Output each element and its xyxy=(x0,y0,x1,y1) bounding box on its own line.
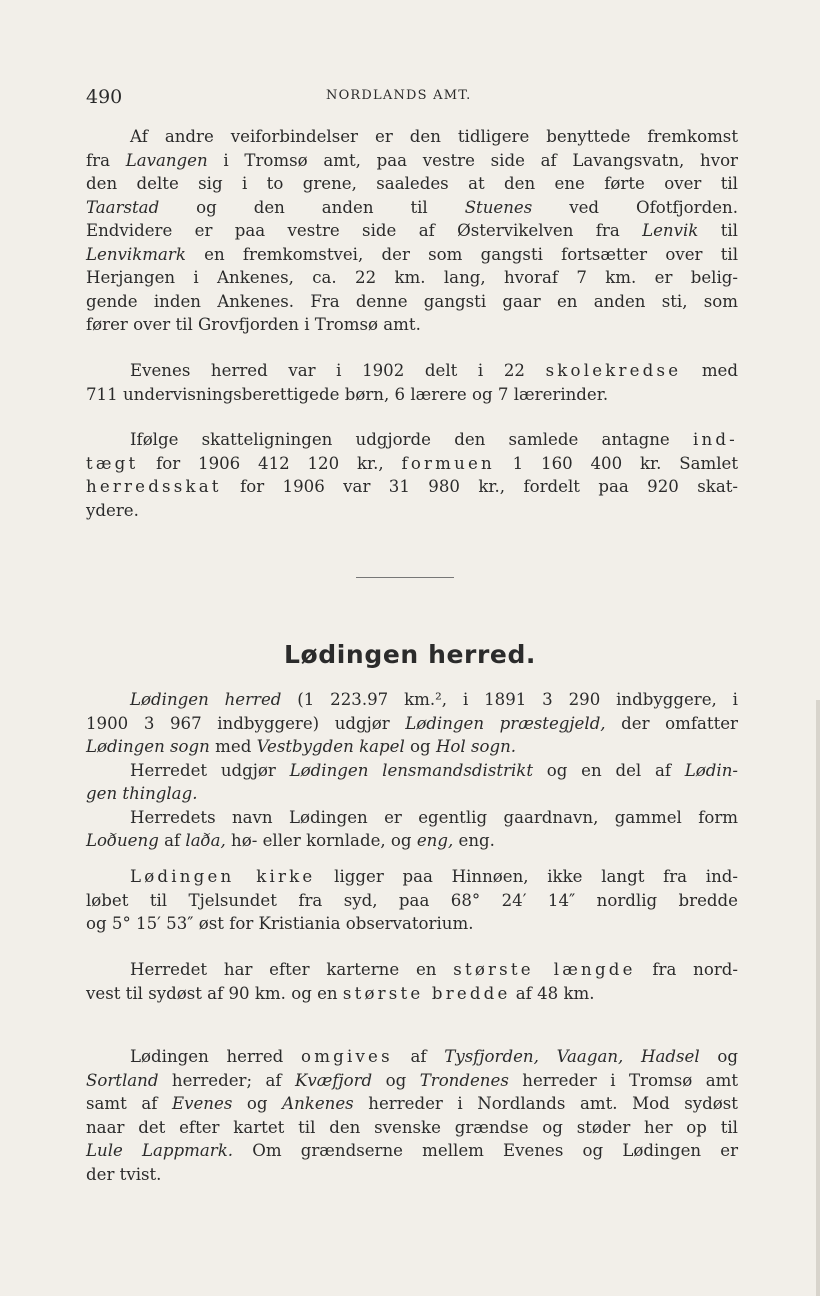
text-run: hø- eller kornlade, og xyxy=(225,831,417,850)
text-run: Herjangen i Ankenes, ca. 22 km. lang, hvoraf 7 km. er belig- xyxy=(86,268,738,287)
text-run: og den anden til xyxy=(159,197,465,217)
text-line xyxy=(86,889,738,913)
text-run: og en del af xyxy=(533,760,685,780)
text-run: 711 undervisningsberettigede børn, 6 lærere og 7 lærerinder. xyxy=(86,384,609,404)
text-line xyxy=(86,359,738,383)
text-line xyxy=(86,712,738,736)
spaced-term: ind- xyxy=(692,430,738,449)
italic-term: gen thinglag. xyxy=(86,784,198,803)
paragraph-other-roads xyxy=(86,125,738,337)
text-run: og xyxy=(232,1094,283,1113)
section-divider xyxy=(356,577,454,578)
text-line xyxy=(86,219,738,243)
spaced-term: tægt xyxy=(86,453,139,473)
running-head: NORDLANDS AMT. xyxy=(326,88,472,103)
text-line xyxy=(86,1139,738,1163)
text-run: herreder; af xyxy=(158,1070,295,1090)
text-run: Endvidere er paa vestre side af Østervikelven fra xyxy=(86,221,643,240)
italic-term: Kvæfjord xyxy=(294,1070,373,1090)
text-line xyxy=(86,383,738,407)
text-run: i Tromsø amt, paa vestre side af Lavangsvatn, hvor xyxy=(207,150,738,170)
text-run: gende inden Ankenes. Fra denne gangsti gaar en anden sti, som xyxy=(86,291,738,311)
text-run: fører over til Grovfjorden i Tromsø amt. xyxy=(86,315,421,334)
text-line xyxy=(86,912,738,936)
spaced-term: Lødingen kirke xyxy=(130,867,316,886)
text-line xyxy=(86,1069,738,1093)
text-run: fra nord- xyxy=(635,960,738,979)
text-run: naar det efter kartet til den svenske grændse og støder her op til xyxy=(86,1117,738,1137)
text-run: Herredets navn Lødingen er egentlig gaardnavn, gammel form xyxy=(130,807,738,827)
italic-term: laða, xyxy=(185,831,226,850)
text-line xyxy=(86,452,738,476)
text-line xyxy=(86,735,738,759)
text-line xyxy=(86,1092,738,1116)
text-line xyxy=(86,865,738,889)
text-run: Om grændserne mellem Evenes og Lødingen er xyxy=(233,1141,738,1160)
text-line xyxy=(86,1045,738,1069)
text-run: (1 223.97 km.², i 1891 3 290 indbyggere, i xyxy=(281,690,738,709)
text-line xyxy=(86,243,738,267)
page-header xyxy=(86,86,736,110)
text-run: Ifølge skatteligningen udgjorde den samlede antagne xyxy=(130,430,693,449)
text-run: og 5° 15′ 53″ øst for Kristiania observatorium. xyxy=(86,914,474,933)
text-run: løbet til Tjelsundet fra syd, paa 68° 24′ 14″ nordlig bredde xyxy=(86,890,738,910)
italic-term: Hol sogn. xyxy=(435,737,517,756)
italic-term: Lenvikmark xyxy=(86,244,186,264)
text-run: og xyxy=(404,737,436,756)
spaced-term: største længde xyxy=(453,960,636,979)
text-run: Herredet har efter karterne en xyxy=(130,960,454,979)
text-run: herreder i Tromsø amt xyxy=(508,1070,738,1090)
text-line xyxy=(86,1163,738,1187)
text-run: ved Ofotfjorden. xyxy=(532,197,738,217)
text-line xyxy=(86,958,738,982)
italic-term: Taarstad xyxy=(86,197,160,217)
text-run: der tvist. xyxy=(86,1164,162,1184)
text-line xyxy=(86,829,738,853)
text-run: ligger paa Hinnøen, ikke langt fra ind- xyxy=(315,867,739,886)
italic-term: Lødingen præstegjeld, xyxy=(405,713,606,733)
section-title: Lødingen herred. xyxy=(283,640,537,669)
text-line xyxy=(86,125,738,149)
text-run: 1 160 400 kr. Samlet xyxy=(494,453,738,473)
text-run: Evenes herred var i 1902 delt i 22 xyxy=(130,361,546,380)
italic-term: Loðueng xyxy=(86,831,159,850)
text-run: med xyxy=(209,737,257,756)
text-run: af xyxy=(158,831,186,850)
italic-term: eng, xyxy=(416,831,454,850)
text-run: af 48 km. xyxy=(510,983,595,1003)
text-line xyxy=(86,806,738,830)
italic-term: Ankenes xyxy=(282,1094,354,1113)
text-run: der omfatter xyxy=(605,713,738,733)
text-line xyxy=(86,428,738,452)
text-run: fra xyxy=(86,150,126,170)
text-run: og xyxy=(699,1047,738,1066)
paragraph-schools xyxy=(86,359,738,406)
text-line xyxy=(86,982,738,1006)
text-run: vest til sydøst af 90 km. og en xyxy=(86,983,343,1003)
text-run: den delte sig i to grene, saaledes at den ene førte over til xyxy=(86,174,738,193)
text-line xyxy=(86,782,738,806)
italic-term: Sortland xyxy=(86,1070,159,1090)
text-run: til xyxy=(698,221,738,240)
text-line xyxy=(86,1116,738,1140)
text-run: Af andre veiforbindelser er den tidligere benyttede fremkomst xyxy=(130,127,738,146)
text-run: og xyxy=(372,1070,420,1090)
spaced-term: herredsskat xyxy=(86,477,222,496)
paragraph-dimensions xyxy=(86,958,738,1005)
spaced-term: skolekredse xyxy=(545,361,682,380)
spaced-term: største bredde xyxy=(342,983,511,1003)
italic-term: Lule Lappmark. xyxy=(86,1141,234,1160)
text-run: en fremkomstvei, der som gangsti fortsætter over til xyxy=(185,244,738,264)
italic-term: Lødin- xyxy=(684,760,738,780)
italic-term: Lenvik xyxy=(642,221,699,240)
text-run: med xyxy=(681,361,739,380)
text-line xyxy=(86,172,738,196)
italic-term: Lødingen sogn xyxy=(86,737,210,756)
text-line xyxy=(86,290,738,314)
text-run: Herredet udgjør xyxy=(130,760,290,780)
text-run: ydere. xyxy=(86,500,139,520)
paragraph-church xyxy=(86,865,738,936)
text-run: Lødingen herred xyxy=(130,1047,302,1066)
text-run: for 1906 412 120 kr., xyxy=(138,453,402,473)
paragraph-herred-overview xyxy=(86,688,738,853)
italic-term: Lødingen herred xyxy=(130,690,282,709)
italic-term: Lødingen lensmandsdistrikt xyxy=(289,760,534,780)
text-run: eng. xyxy=(453,831,495,850)
text-line xyxy=(86,149,738,173)
text-line xyxy=(86,475,738,499)
italic-term: Trondenes xyxy=(419,1070,509,1090)
text-line xyxy=(86,759,738,783)
text-line xyxy=(86,196,738,220)
italic-term: Tysfjorden, Vaagan, Hadsel xyxy=(444,1047,700,1066)
paragraph-borders xyxy=(86,1045,738,1186)
text-line xyxy=(86,313,738,337)
italic-term: Evenes xyxy=(172,1094,233,1113)
text-line xyxy=(86,499,738,523)
italic-term: Stuenes xyxy=(464,197,533,217)
text-line xyxy=(86,688,738,712)
italic-term: Vestbygden kapel xyxy=(256,737,405,756)
page-edge-shadow xyxy=(816,700,820,1296)
paragraph-taxation xyxy=(86,428,738,522)
page-number: 490 xyxy=(86,86,123,108)
text-line xyxy=(86,266,738,290)
spaced-term: omgives xyxy=(301,1047,393,1066)
text-run: for 1906 var 31 980 kr., fordelt paa 920 skat- xyxy=(221,477,738,496)
spaced-term: formuen xyxy=(401,453,495,473)
text-run: af xyxy=(392,1047,445,1066)
italic-term: Lavangen xyxy=(125,150,208,170)
text-run: herreder i Nordlands amt. Mod sydøst xyxy=(353,1094,738,1113)
text-run: 1900 3 967 indbyggere) udgjør xyxy=(86,713,406,733)
text-run: samt af xyxy=(86,1094,172,1113)
